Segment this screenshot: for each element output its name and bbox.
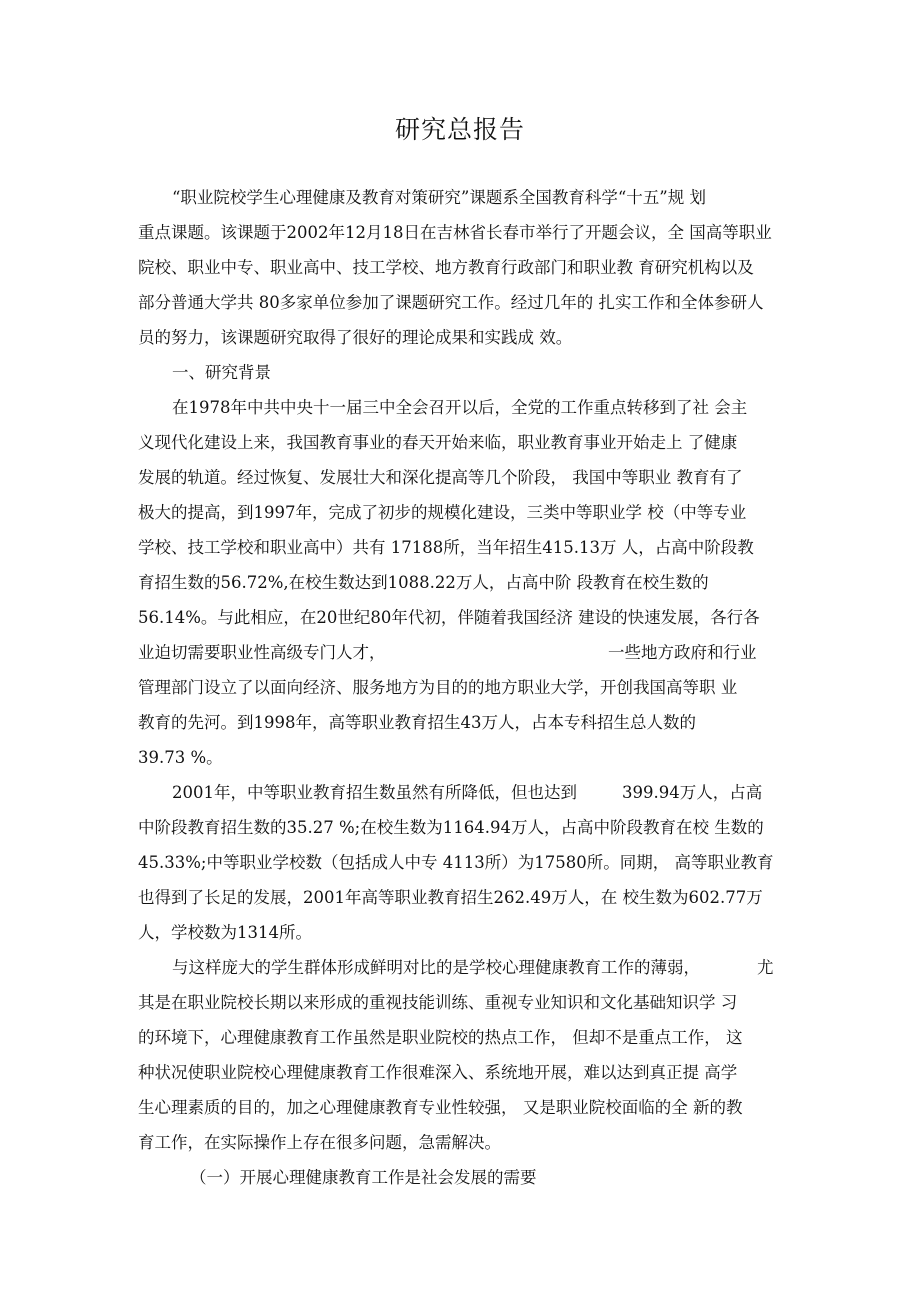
paragraph-line: 极大的提高，到1997年，完成了初步的规模化建设，三类中等职业学 校（中等专业 xyxy=(138,503,747,522)
paragraph-line: “职业院校学生心理健康及教育对策研究”课题系全国教育科学“十五”规 划 xyxy=(172,188,706,207)
paragraph-line: 人，学校数为1314所。 xyxy=(138,923,312,942)
paragraph-line: 义现代化建设上来，我国教育事业的春天开始来临，职业教育事业开始走上 了健康 xyxy=(138,433,738,452)
paragraph-line: 种状况使职业院校心理健康教育工作很难深入、系统地开展，难以达到真正提 高学 xyxy=(138,1063,738,1082)
paragraph-line: 管理部门设立了以面向经济、服务地方为目的的地方职业大学，开创我国高等职 业 xyxy=(138,678,738,697)
paragraph-line: 的环境下，心理健康教育工作虽然是职业院校的热点工作， 但却不是重点工作， 这 xyxy=(138,1028,743,1047)
paragraph-line: 学校、技工学校和职业高中）共有 17188所，当年招生415.13万 人，占高中阶段教 xyxy=(138,538,754,557)
paragraph-line: 生心理素质的目的，加之心理健康教育专业性较强， 又是职业院校面临的全 新的教 xyxy=(138,1098,743,1117)
paragraph-line: 部分普通大学共 80多家单位参加了课题研究工作。经过几年的 扎实工作和全体参研人 xyxy=(138,293,764,312)
paragraph-line-fragment: 一些地方政府和行业 xyxy=(608,643,757,662)
paragraph-line: 教育的先河。到1998年，高等职业教育招生43万人，占本专科招生总人数的 xyxy=(138,713,696,732)
paragraph-line: 育招生数的56.72%,在校生数达到1088.22万人，占高中阶 段教育在校生数的 xyxy=(138,573,709,592)
paragraph-line: 重点课题。该课题于2002年12月18日在吉林省长春市举行了开题会议，全 国高等职业 xyxy=(138,223,772,242)
paragraph-line: 56.14%。与此相应，在20世纪80年代初，伴随着我国经济 建设的快速发展，各行各 xyxy=(138,608,760,627)
paragraph-line: 发展的轨道。经过恢复、发展壮大和深化提高等几个阶段， 我国中等职业 教育有了 xyxy=(138,468,743,487)
paragraph-line: 2001年，中等职业教育招生数虽然有所降低，但也达到 xyxy=(172,783,577,802)
document-title: 研究总报告 xyxy=(394,115,525,144)
paragraph-line: 与这样庞大的学生群体形成鲜明对比的是学校心理健康教育工作的薄弱， xyxy=(172,958,700,977)
section-heading: 一、研究背景 xyxy=(172,363,271,382)
paragraph-line: 业迫切需要职业性高级专门人才， xyxy=(138,643,386,662)
paragraph-line-fragment: 尤 xyxy=(757,958,774,977)
paragraph-line: 39.73 %。 xyxy=(138,748,223,767)
paragraph-line: 45.33%;中等职业学校数（包括成人中专 4113所）为17580所。同期， 高等职业教育 xyxy=(138,853,774,872)
paragraph-line: 育工作，在实际操作上存在很多问题，急需解决。 xyxy=(138,1133,501,1152)
paragraph-line-fragment: 399.94万人，占高 xyxy=(622,783,763,802)
paragraph-line: 员的努力，该课题研究取得了很好的理论成果和实践成 效。 xyxy=(138,328,573,347)
paragraph-line: 院校、职业中专、职业高中、技工学校、地方教育行政部门和职业教 育研究机构以及 xyxy=(138,258,754,277)
paragraph-line: 中阶段教育招生数的35.27 %;在校生数为1164.94万人，占高中阶段教育在校 生数的 xyxy=(138,818,764,837)
paragraph-line: 在1978年中共中央十一届三中全会召开以后，全党的工作重点转移到了社 会主 xyxy=(172,398,748,417)
subsection-heading: （一）开展心理健康教育工作是社会发展的需要 xyxy=(190,1168,537,1187)
paragraph-line: 其是在职业院校长期以来形成的重视技能训练、重视专业知识和文化基础知识学 习 xyxy=(138,993,738,1012)
paragraph-line: 也得到了长足的发展，2001年高等职业教育招生262.49万人，在 校生数为602.77万 xyxy=(138,888,763,907)
